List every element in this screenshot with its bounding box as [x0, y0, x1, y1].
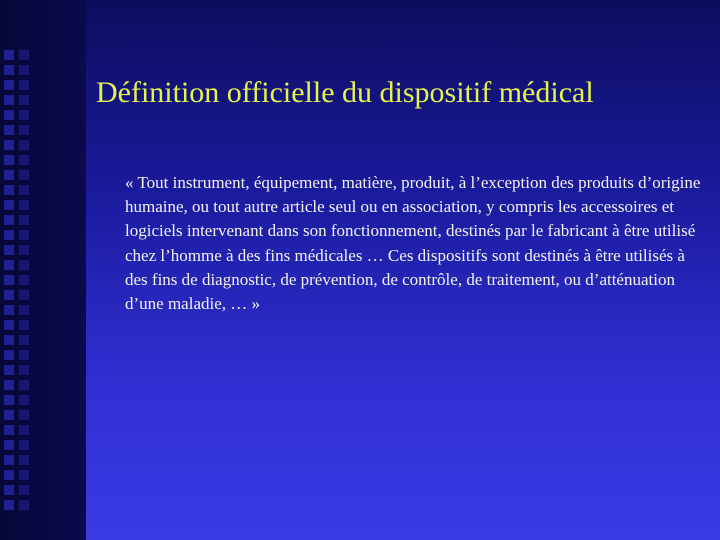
decor-square: [19, 485, 29, 495]
decor-square: [19, 95, 29, 105]
decor-square: [4, 470, 14, 480]
decor-square: [4, 395, 14, 405]
decor-square: [4, 140, 14, 150]
decor-square: [19, 335, 29, 345]
decor-squares-column-left: [4, 50, 16, 520]
decor-square: [19, 110, 29, 120]
decor-square: [4, 380, 14, 390]
decor-square: [4, 155, 14, 165]
decor-square: [19, 125, 29, 135]
decor-square: [19, 410, 29, 420]
decor-square: [4, 80, 14, 90]
decor-square: [19, 50, 29, 60]
decor-square: [19, 425, 29, 435]
decor-square: [4, 200, 14, 210]
decor-square: [4, 290, 14, 300]
decor-square: [19, 470, 29, 480]
decor-square: [4, 110, 14, 120]
decor-square: [4, 485, 14, 495]
decor-square: [19, 395, 29, 405]
decor-square: [19, 65, 29, 75]
decor-square: [19, 245, 29, 255]
decor-square: [19, 365, 29, 375]
decor-squares-column-right: [19, 50, 31, 520]
decor-square: [19, 185, 29, 195]
decor-square: [4, 440, 14, 450]
decor-square: [19, 260, 29, 270]
decor-square: [19, 80, 29, 90]
decor-square: [19, 140, 29, 150]
slide-body-quote: « Tout instrument, équipement, matière, produit, à l’exception des produits d’origine humaine, ou tout autre article seul ou en association, y compris les accessoires et logiciels intervenant dans son fonctionnement, destinés par le fabricant à être utilisé chez l’homme à des fins médicales … Ces dispositifs sont destinés à être utilisés à des fins de diagnostic, de prévention, de contrôle, de traitement, ou d’atténuation d’une maladie, … »: [125, 173, 701, 314]
decor-square: [4, 305, 14, 315]
decor-square: [4, 500, 14, 510]
decor-square: [19, 230, 29, 240]
decor-square: [4, 125, 14, 135]
decor-square: [4, 230, 14, 240]
decor-square: [19, 290, 29, 300]
decor-square: [4, 65, 14, 75]
decor-square: [4, 410, 14, 420]
decor-square: [19, 500, 29, 510]
decor-square: [4, 50, 14, 60]
decor-square: [4, 215, 14, 225]
decor-square: [4, 95, 14, 105]
decor-square: [4, 245, 14, 255]
decor-square: [19, 215, 29, 225]
decor-square: [19, 155, 29, 165]
decor-square: [4, 260, 14, 270]
decor-square: [19, 440, 29, 450]
decor-square: [4, 335, 14, 345]
decor-square: [19, 170, 29, 180]
decor-square: [19, 200, 29, 210]
decor-square: [19, 380, 29, 390]
decor-square: [4, 320, 14, 330]
decor-square: [19, 455, 29, 465]
decor-square: [4, 425, 14, 435]
decor-square: [19, 305, 29, 315]
decor-square: [19, 275, 29, 285]
side-bar-decoration: [0, 0, 86, 540]
decor-square: [19, 320, 29, 330]
decor-square: [4, 350, 14, 360]
decor-square: [4, 185, 14, 195]
decor-square: [4, 455, 14, 465]
decor-square: [4, 365, 14, 375]
decor-square: [4, 275, 14, 285]
decor-square: [4, 170, 14, 180]
decor-square: [19, 350, 29, 360]
slide-title: Définition officielle du dispositif médical: [96, 76, 594, 109]
